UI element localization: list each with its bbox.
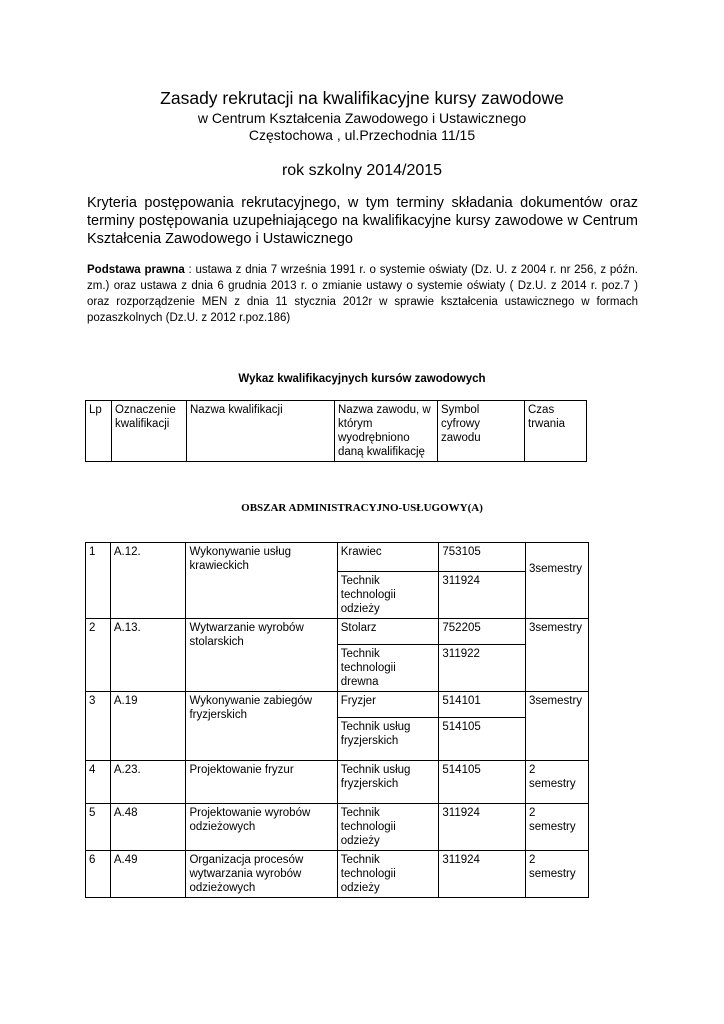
header-table (85, 400, 587, 462)
cell-job: Stolarz (337, 619, 439, 645)
institution-name: w Centrum Kształcenia Zawodowego i Ustawicznego (197, 110, 527, 126)
cell-symbol: 311924 (439, 851, 526, 898)
cell-symbol: 514101 (439, 692, 526, 718)
legal-basis-paragraph (87, 262, 638, 326)
cell-duration: 2 semestry (525, 851, 588, 898)
cell-lp: 1 (86, 543, 111, 619)
cell-duration: 3semestry (525, 543, 588, 619)
table-row (86, 619, 589, 645)
courses-list-title: Wykaz kwalifikacyjnych kursów zawodowych (238, 373, 486, 385)
cell-code: A.23. (110, 761, 186, 804)
school-year: rok szkolny 2014/2015 (281, 162, 443, 179)
cell-name: Wykonywanie usług krawieckich (186, 543, 337, 619)
legal-basis-label: Podstawa prawna (87, 264, 185, 276)
table-row (86, 543, 589, 572)
table-row (86, 692, 589, 718)
cell-symbol: 753105 (439, 543, 526, 572)
legal-basis-text: : ustawa z dnia 7 września 1991 r. o systemie oświaty (Dz. U. z 2004 r. nr 256, z późn. zm.) oraz ustawa z dnia 6 grudnia 2013 r. o zmianie ustawy o systemie oświaty ( Dz.U. z 2014 r. poz.7 ) oraz rozporządzenie MEN z dnia 11 stycznia 2012r w sprawie kształcenia ustawicznego w formach pozaszkolnych (Dz.U. z 2012 r.poz.186) (87, 264, 638, 324)
cell-duration: 3semestry (525, 619, 588, 692)
cell-name: Projektowanie wyrobów odzieżowych (186, 804, 337, 851)
cell-symbol: 311924 (439, 572, 526, 619)
cell-name: Wytwarzanie wyrobów stolarskich (186, 619, 337, 692)
cell-job: Krawiec (337, 543, 439, 572)
cell-job: Fryzjer (337, 692, 439, 718)
cell-code: A.48 (110, 804, 186, 851)
header-job: Nazwa zawodu, w którym wyodrębniono daną kwalifikację (335, 401, 438, 462)
institution-address: Częstochowa , ul.Przechodnia 11/15 (248, 127, 476, 143)
cell-duration: 3semestry (525, 692, 588, 761)
cell-job: Technik technologii odzieży (337, 851, 439, 898)
criteria-paragraph: Kryteria postępowania rekrutacyjnego, w tym terminy składania dokumentów oraz terminy postępowania uzupełniającego na kwalifikacyjne kursy zawodowe w Centrum Kształcenia Zawodowego i Ustawicznego (87, 195, 638, 247)
cell-name: Wykonywanie zabiegów fryzjerskich (186, 692, 337, 761)
cell-job: Technik usług fryzjerskich (337, 761, 439, 804)
area-title: OBSZAR ADMINISTRACYJNO-USŁUGOWY(A) (241, 502, 483, 514)
header-row (86, 401, 587, 462)
cell-job: Technik technologii drewna (337, 645, 439, 692)
cell-symbol: 311922 (439, 645, 526, 692)
cell-duration: 2 semestry (525, 804, 588, 851)
document-title: Zasady rekrutacji na kwalifikacyjne kursy zawodowe (160, 88, 564, 108)
cell-lp: 6 (86, 851, 111, 898)
header-code: Oznaczenie kwalifikacji (112, 401, 187, 462)
cell-duration: 2 semestry (525, 761, 588, 804)
cell-name: Organizacja procesów wytwarzania wyrobów odzieżowych (186, 851, 337, 898)
header-lp: Lp (86, 401, 112, 462)
cell-code: A.19 (110, 692, 186, 761)
cell-code: A.49 (110, 851, 186, 898)
table-row (86, 804, 589, 851)
header-symbol: Symbol cyfrowy zawodu (438, 401, 525, 462)
table-row (86, 851, 589, 898)
cell-job: Technik technologii odzieży (337, 572, 439, 619)
cell-lp: 5 (86, 804, 111, 851)
cell-symbol: 514105 (439, 761, 526, 804)
cell-symbol: 752205 (439, 619, 526, 645)
cell-code: A.12. (110, 543, 186, 619)
header-name: Nazwa kwalifikacji (187, 401, 335, 462)
header-duration: Czas trwania (525, 401, 587, 462)
cell-lp: 2 (86, 619, 111, 692)
cell-job: Technik usług fryzjerskich (337, 718, 439, 761)
courses-table (85, 542, 589, 898)
table-row (86, 761, 589, 804)
cell-code: A.13. (110, 619, 186, 692)
cell-name: Projektowanie fryzur (186, 761, 337, 804)
cell-job: Technik technologii odzieży (337, 804, 439, 851)
cell-lp: 4 (86, 761, 111, 804)
cell-symbol: 514105 (439, 718, 526, 761)
cell-symbol: 311924 (439, 804, 526, 851)
cell-lp: 3 (86, 692, 111, 761)
